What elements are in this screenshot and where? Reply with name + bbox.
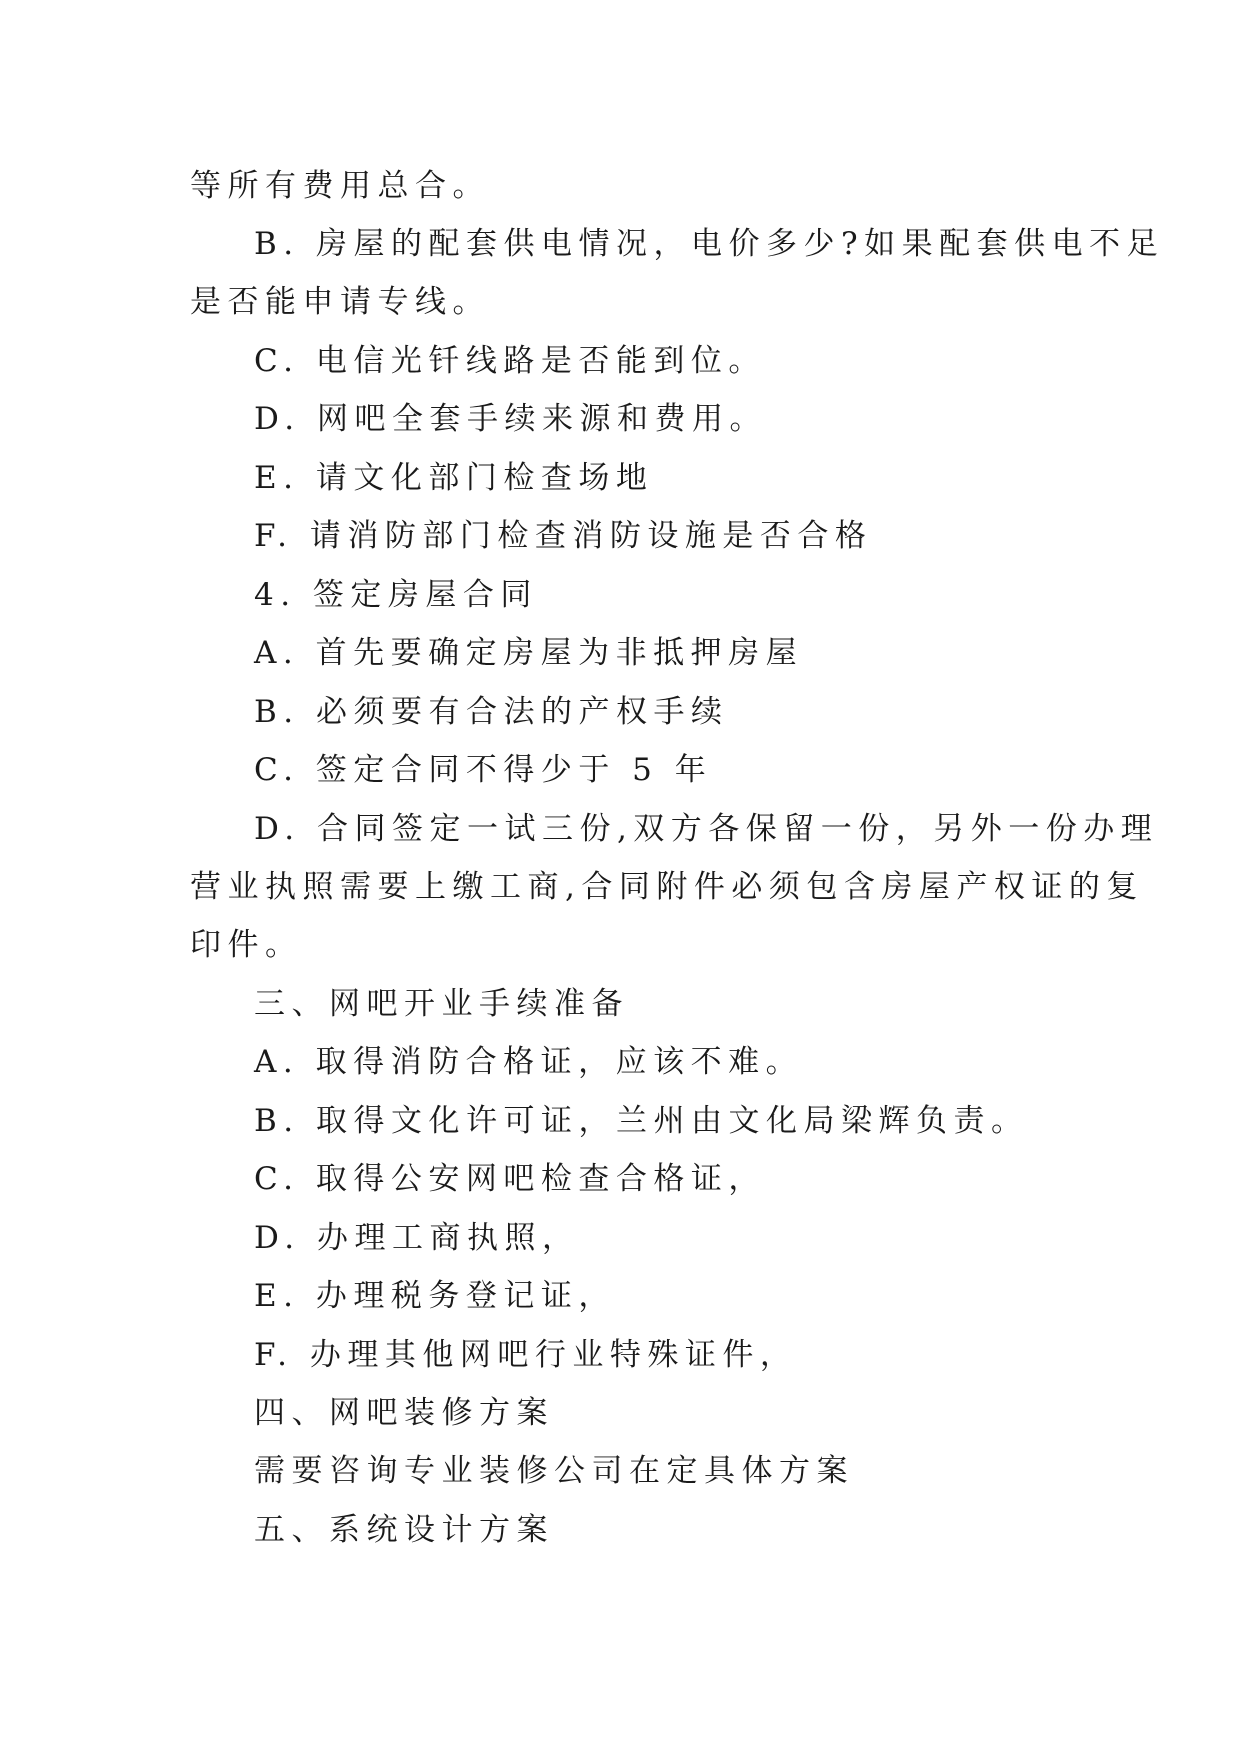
text-line: A. 取得消防合格证，应该不难。: [254, 1044, 804, 1080]
text-line: E. 请文化部门检查场地: [254, 460, 654, 496]
text-line: B. 必须要有合法的产权手续: [254, 694, 729, 730]
section-heading: 三、网吧开业手续准备: [254, 986, 629, 1022]
text-line: B. 取得文化许可证，兰州由文化局梁辉负责。: [254, 1103, 1029, 1139]
text-line: 等所有费用总合。: [190, 168, 490, 204]
text-line: 营业执照需要上缴工商,合同附件必须包含房屋产权证的复: [190, 869, 1144, 905]
text-line: C. 电信光钎线路是否能到位。: [254, 343, 766, 379]
text-line: D. 网吧全套手续来源和费用。: [254, 401, 767, 437]
text-line: 需要咨询专业装修公司在定具体方案: [254, 1453, 854, 1489]
text-line: F. 请消防部门检查消防设施是否合格: [254, 518, 873, 554]
section-heading: 四、网吧装修方案: [254, 1395, 554, 1431]
text-line: A. 首先要确定房屋为非抵押房屋: [254, 635, 804, 671]
text-line: C. 取得公安网吧检查合格证，: [254, 1161, 766, 1197]
text-line: 印件。: [190, 927, 303, 963]
text-line: C. 签定合同不得少于 5 年: [254, 752, 713, 788]
text-line: F. 办理其他网吧行业特殊证件，: [254, 1337, 798, 1373]
text-line: D. 办理工商执照，: [254, 1220, 580, 1256]
text-line: B. 房屋的配套供电情况，电价多少?如果配套供电不足: [254, 226, 1165, 262]
text-line: 是否能申请专线。: [190, 284, 490, 320]
text-line: 4. 签定房屋合同: [254, 577, 538, 613]
text-line: E. 办理税务登记证，: [254, 1278, 616, 1314]
section-heading: 五、系统设计方案: [254, 1512, 554, 1548]
text-line: D. 合同签定一试三份,双方各保留一份，另外一份办理: [254, 811, 1159, 847]
